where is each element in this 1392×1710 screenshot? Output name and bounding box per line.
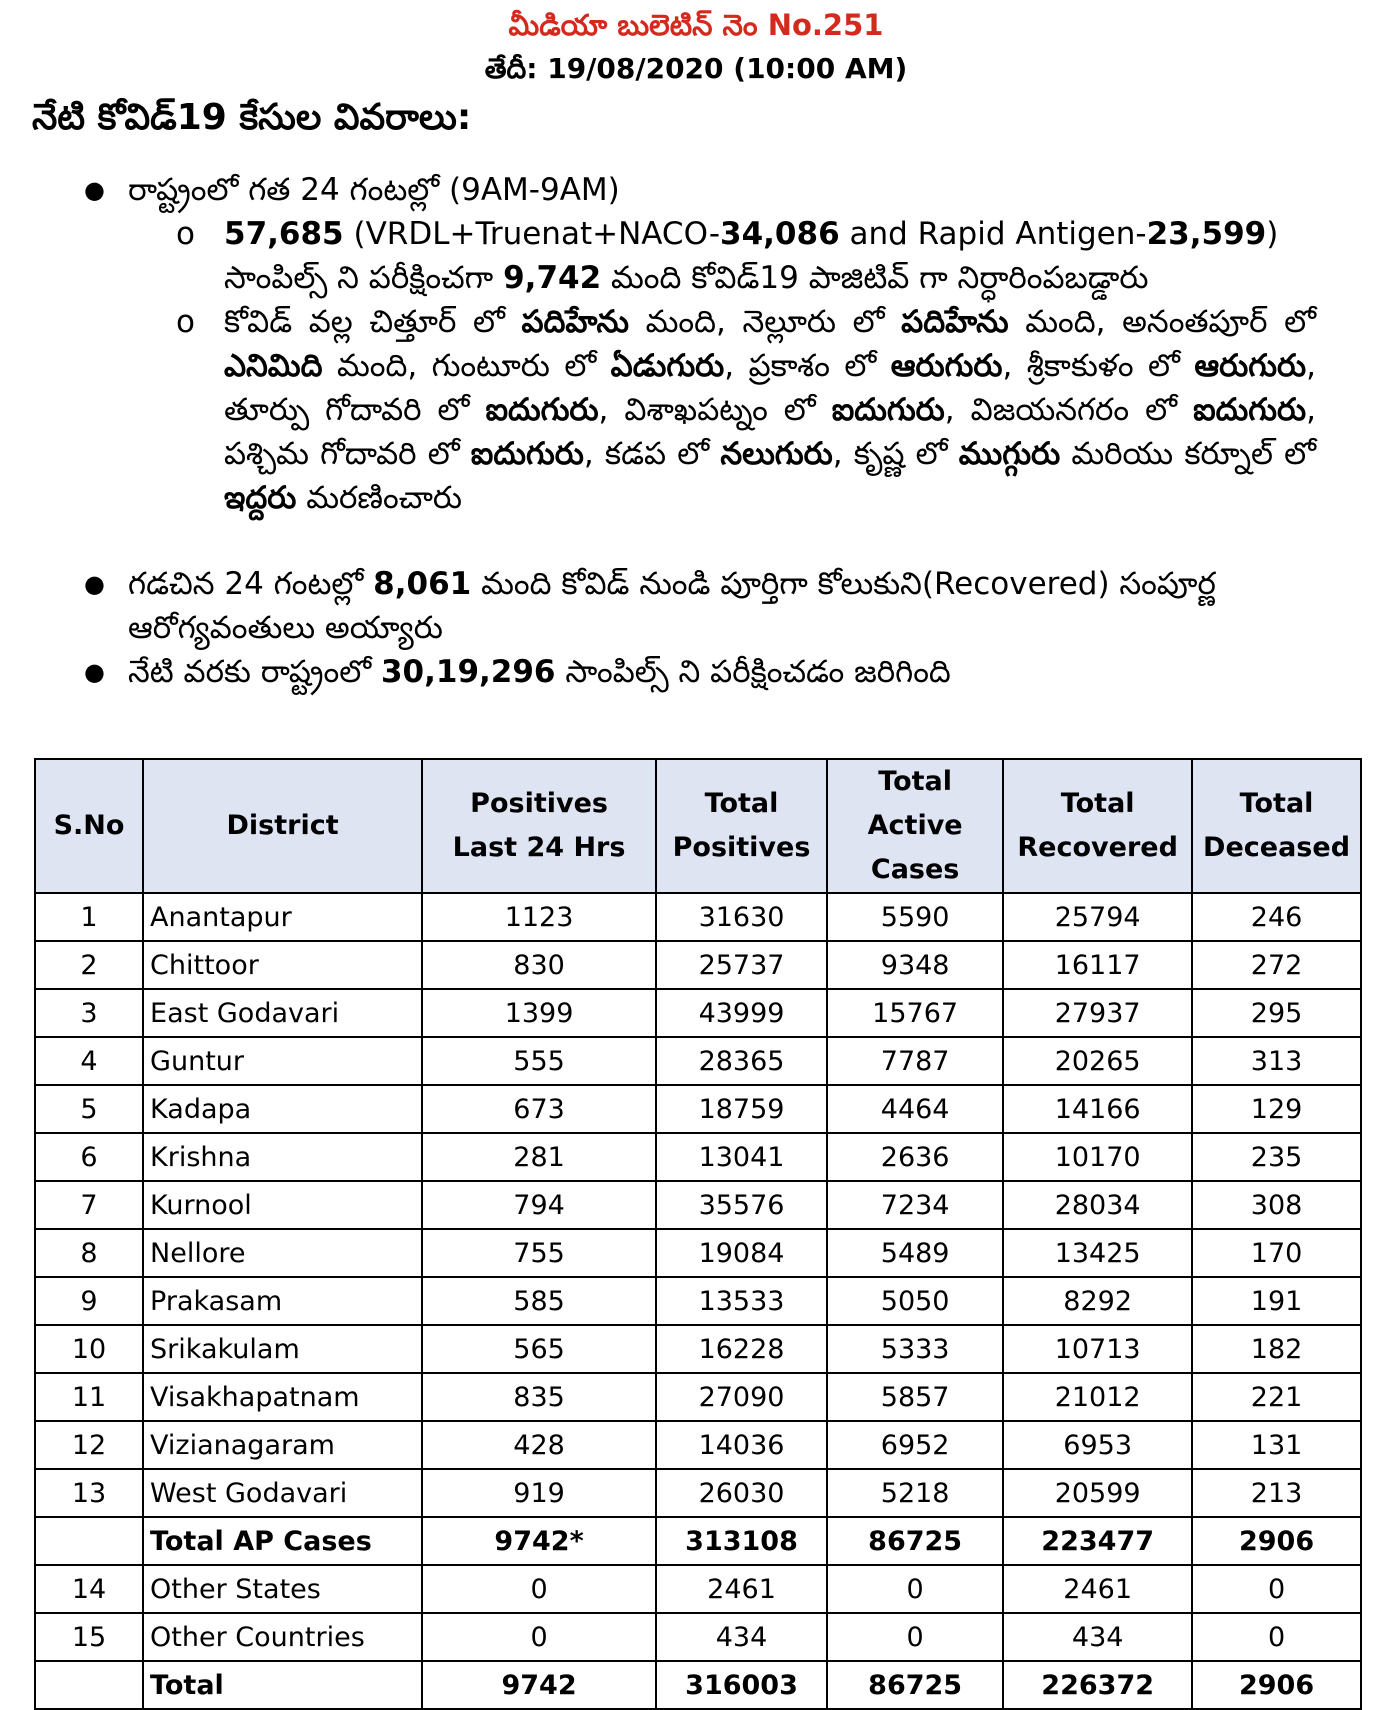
table-row <box>35 941 1361 989</box>
cell-district: Guntur <box>143 1037 422 1085</box>
death-count: ఐదుగురు <box>485 392 599 428</box>
cell-active-cases: 0 <box>827 1613 1003 1661</box>
table-row <box>35 1229 1361 1277</box>
cell-active-cases: 5489 <box>827 1229 1003 1277</box>
header-line: Total <box>704 788 779 819</box>
positive-count: 9,742 <box>503 260 602 296</box>
cell-positives-24h: 555 <box>422 1037 656 1085</box>
header-recovered <box>1003 759 1192 893</box>
total-samples-count: 57,685 <box>224 216 344 252</box>
cell-recovered: 21012 <box>1003 1373 1192 1421</box>
cell-sno: 1 <box>35 893 143 941</box>
table-row <box>35 1085 1361 1133</box>
text: సాంపిల్స్ ని పరీక్షించగా <box>224 260 504 296</box>
cell-active-cases: 5590 <box>827 893 1003 941</box>
cell-deceased: 2906 <box>1192 1517 1361 1565</box>
cell-deceased: 235 <box>1192 1133 1361 1181</box>
header-line: Deceased <box>1203 832 1351 863</box>
header-positives-24h <box>422 759 656 893</box>
death-count: ఇద్దరు <box>224 480 297 516</box>
cell-district: West Godavari <box>143 1469 422 1517</box>
text: , విశాఖపట్నం లో <box>598 392 832 428</box>
cell-active-cases: 0 <box>827 1565 1003 1613</box>
cell-recovered: 14166 <box>1003 1085 1192 1133</box>
cell-deceased: 170 <box>1192 1229 1361 1277</box>
text: , తూర్పు గోదావరి లో <box>224 348 1316 428</box>
cell-positives-24h: 755 <box>422 1229 656 1277</box>
bulletin-content <box>84 168 1316 694</box>
death-count: ఐదుగురు <box>470 436 584 472</box>
cell-active-cases: 9348 <box>827 941 1003 989</box>
cell-district: Total AP Cases <box>143 1517 422 1565</box>
cell-active-cases: 5050 <box>827 1277 1003 1325</box>
recovered-count: 8,061 <box>373 566 472 602</box>
cell-positives-24h: 1123 <box>422 893 656 941</box>
date-value: : 19/08/2020 (10:00 AM) <box>526 52 908 85</box>
cell-deceased: 272 <box>1192 941 1361 989</box>
death-count: ఎనిమిది <box>224 348 323 384</box>
cell-total-positives: 19084 <box>656 1229 827 1277</box>
cell-sno: 14 <box>35 1565 143 1613</box>
cell-positives-24h: 0 <box>422 1565 656 1613</box>
cell-district: Anantapur <box>143 893 422 941</box>
cell-positives-24h: 830 <box>422 941 656 989</box>
cell-district: Prakasam <box>143 1277 422 1325</box>
text: సాంపిల్స్ ని పరీక్షించడం జరిగింది <box>555 654 951 690</box>
cell-deceased: 308 <box>1192 1181 1361 1229</box>
cell-recovered: 8292 <box>1003 1277 1192 1325</box>
death-count: పదిహేను <box>521 304 629 340</box>
death-count: ఆరుగురు <box>1194 348 1307 384</box>
table-row <box>35 1661 1361 1709</box>
table-row <box>35 1469 1361 1517</box>
header-active-cases <box>827 759 1003 893</box>
cell-sno: 3 <box>35 989 143 1037</box>
bullet-samples <box>84 168 1316 212</box>
bulletin-date <box>0 52 1392 92</box>
cell-recovered: 223477 <box>1003 1517 1192 1565</box>
cumulative-samples-count: 30,19,296 <box>380 654 556 690</box>
cell-sno: 5 <box>35 1085 143 1133</box>
cell-deceased: 131 <box>1192 1421 1361 1469</box>
cell-total-positives: 434 <box>656 1613 827 1661</box>
cell-recovered: 28034 <box>1003 1181 1192 1229</box>
cell-positives-24h: 794 <box>422 1181 656 1229</box>
cell-total-positives: 31630 <box>656 893 827 941</box>
cell-district: Kurnool <box>143 1181 422 1229</box>
sub-bullet-tests <box>84 212 1316 300</box>
table-row <box>35 1037 1361 1085</box>
cell-district: Srikakulam <box>143 1325 422 1373</box>
cell-sno <box>35 1517 143 1565</box>
cell-active-cases: 5218 <box>827 1469 1003 1517</box>
table-row <box>35 1613 1361 1661</box>
cell-sno: 4 <box>35 1037 143 1085</box>
text: మరియు కర్నూల్ లో <box>1060 436 1317 472</box>
cell-total-positives: 316003 <box>656 1661 827 1709</box>
header-sno: S.No <box>35 759 143 893</box>
table-row <box>35 1373 1361 1421</box>
bullet-samples-text: రాష్ట్రంలో గత 24 గంటల్లో (9AM-9AM) <box>128 172 620 208</box>
cell-deceased: 2906 <box>1192 1661 1361 1709</box>
cell-deceased: 313 <box>1192 1037 1361 1085</box>
cell-sno: 15 <box>35 1613 143 1661</box>
cell-district: Other States <box>143 1565 422 1613</box>
death-count: ఏడుగురు <box>610 348 725 384</box>
death-count: పదిహేను <box>901 304 1009 340</box>
cell-deceased: 221 <box>1192 1373 1361 1421</box>
cell-recovered: 20599 <box>1003 1469 1192 1517</box>
cell-recovered: 16117 <box>1003 941 1192 989</box>
cell-positives-24h: 673 <box>422 1085 656 1133</box>
cell-positives-24h: 919 <box>422 1469 656 1517</box>
death-count: ఐదుగురు <box>831 392 945 428</box>
cell-district: East Godavari <box>143 989 422 1037</box>
cell-positives-24h: 565 <box>422 1325 656 1373</box>
cell-active-cases: 7234 <box>827 1181 1003 1229</box>
cell-total-positives: 13533 <box>656 1277 827 1325</box>
text: (VRDL+Truenat+NACO- <box>343 216 721 252</box>
table-body <box>35 893 1361 1709</box>
header-district: District <box>143 759 422 893</box>
cell-sno: 10 <box>35 1325 143 1373</box>
section-heading: నేటి కోవిడ్19 కేసుల వివరాలు: <box>32 97 472 138</box>
death-count: ఆరుగురు <box>890 348 1003 384</box>
cell-sno <box>35 1661 143 1709</box>
header-total-positives <box>656 759 827 893</box>
cell-total-positives: 26030 <box>656 1469 827 1517</box>
cell-recovered: 25794 <box>1003 893 1192 941</box>
header-line: Active Cases <box>867 810 963 885</box>
text: ) <box>1266 216 1279 252</box>
cell-active-cases: 4464 <box>827 1085 1003 1133</box>
cell-deceased: 129 <box>1192 1085 1361 1133</box>
death-count: ఐదుగురు <box>1193 392 1307 428</box>
cell-sno: 11 <box>35 1373 143 1421</box>
cell-total-positives: 43999 <box>656 989 827 1037</box>
header-line: Last 24 Hrs <box>452 832 626 863</box>
text: , ప్రకాశం లో <box>724 348 891 384</box>
cell-total-positives: 14036 <box>656 1421 827 1469</box>
cell-sno: 6 <box>35 1133 143 1181</box>
cell-deceased: 246 <box>1192 893 1361 941</box>
text: గడచిన 24 గంటల్లో <box>128 566 374 602</box>
cell-total-positives: 18759 <box>656 1085 827 1133</box>
cell-positives-24h: 428 <box>422 1421 656 1469</box>
cell-recovered: 20265 <box>1003 1037 1192 1085</box>
table-row <box>35 1565 1361 1613</box>
table-row <box>35 1517 1361 1565</box>
cell-district: Krishna <box>143 1133 422 1181</box>
header-line: Total <box>1060 788 1135 819</box>
cell-active-cases: 2636 <box>827 1133 1003 1181</box>
header-line: Total <box>1239 788 1314 819</box>
cell-recovered: 434 <box>1003 1613 1192 1661</box>
text: , పశ్చిమ గోదావరి లో <box>224 392 1316 472</box>
cell-total-positives: 28365 <box>656 1037 827 1085</box>
text: మంది, గుంటూరు లో <box>322 348 611 384</box>
cell-active-cases: 6952 <box>827 1421 1003 1469</box>
table-header-row <box>35 759 1361 893</box>
cell-recovered: 10170 <box>1003 1133 1192 1181</box>
cell-total-positives: 35576 <box>656 1181 827 1229</box>
date-label: తేదీ <box>484 52 527 85</box>
cell-recovered: 226372 <box>1003 1661 1192 1709</box>
bulletin-title: మీడియా బులెటిన్ నెం No.251 <box>508 8 884 42</box>
cell-deceased: 295 <box>1192 989 1361 1037</box>
cell-active-cases: 15767 <box>827 989 1003 1037</box>
cell-positives-24h: 1399 <box>422 989 656 1037</box>
header-deceased <box>1192 759 1361 893</box>
cell-total-positives: 2461 <box>656 1565 827 1613</box>
cell-district: Nellore <box>143 1229 422 1277</box>
cell-deceased: 0 <box>1192 1613 1361 1661</box>
cell-total-positives: 27090 <box>656 1373 827 1421</box>
cell-positives-24h: 281 <box>422 1133 656 1181</box>
header-line: Recovered <box>1017 832 1178 863</box>
cell-sno: 2 <box>35 941 143 989</box>
cell-deceased: 0 <box>1192 1565 1361 1613</box>
cell-total-positives: 16228 <box>656 1325 827 1373</box>
cell-positives-24h: 9742* <box>422 1517 656 1565</box>
sub-bullet-deaths <box>84 300 1316 520</box>
bullet-recovered <box>84 562 1316 650</box>
text: నేటి వరకు రాష్ట్రంలో <box>128 654 381 690</box>
cell-district: Other Countries <box>143 1613 422 1661</box>
cell-positives-24h: 0 <box>422 1613 656 1661</box>
table-row <box>35 1277 1361 1325</box>
header-line: Total <box>878 766 953 797</box>
cell-positives-24h: 9742 <box>422 1661 656 1709</box>
cell-recovered: 27937 <box>1003 989 1192 1037</box>
cell-active-cases: 7787 <box>827 1037 1003 1085</box>
cell-sno: 13 <box>35 1469 143 1517</box>
vrdl-count: 34,086 <box>720 216 840 252</box>
cell-sno: 7 <box>35 1181 143 1229</box>
cell-deceased: 191 <box>1192 1277 1361 1325</box>
rapid-antigen-count: 23,599 <box>1146 216 1267 252</box>
cell-active-cases: 5857 <box>827 1373 1003 1421</box>
header-line: Positives <box>470 788 608 819</box>
cell-district: Visakhapatnam <box>143 1373 422 1421</box>
bullet-total-samples <box>84 650 1316 694</box>
text: , శ్రీకాకుళం లో <box>1002 348 1195 384</box>
cell-total-positives: 313108 <box>656 1517 827 1565</box>
cell-deceased: 182 <box>1192 1325 1361 1373</box>
death-count: ముగ్గురు <box>958 436 1061 472</box>
text: కోవిడ్ వల్ల చిత్తూర్ లో <box>224 304 522 340</box>
table-row <box>35 1421 1361 1469</box>
cell-recovered: 2461 <box>1003 1565 1192 1613</box>
cell-positives-24h: 835 <box>422 1373 656 1421</box>
cell-active-cases: 86725 <box>827 1517 1003 1565</box>
cell-district: Vizianagaram <box>143 1421 422 1469</box>
text: మంది కోవిడ్19 పాజిటివ్ గా నిర్ధారింపబడ్డారు <box>601 260 1149 296</box>
cell-sno: 12 <box>35 1421 143 1469</box>
text: మరణించారు <box>296 480 463 516</box>
cell-recovered: 13425 <box>1003 1229 1192 1277</box>
text: , కృష్ణ లో <box>832 436 959 472</box>
death-count: నలుగురు <box>720 436 833 472</box>
table-row <box>35 893 1361 941</box>
table-row <box>35 1133 1361 1181</box>
table-row <box>35 1181 1361 1229</box>
cell-recovered: 6953 <box>1003 1421 1192 1469</box>
text: మంది, అనంతపూర్ లో <box>1008 304 1316 340</box>
cell-active-cases: 86725 <box>827 1661 1003 1709</box>
cell-district: Chittoor <box>143 941 422 989</box>
header-line: Positives <box>672 832 811 863</box>
cell-positives-24h: 585 <box>422 1277 656 1325</box>
cell-sno: 8 <box>35 1229 143 1277</box>
cell-recovered: 10713 <box>1003 1325 1192 1373</box>
table-row <box>35 989 1361 1037</box>
cell-total-positives: 25737 <box>656 941 827 989</box>
cell-active-cases: 5333 <box>827 1325 1003 1373</box>
text: , కడప లో <box>583 436 721 472</box>
district-cases-table <box>34 758 1362 1710</box>
text: మంది, నెల్లూరు లో <box>628 304 902 340</box>
cell-total-positives: 13041 <box>656 1133 827 1181</box>
table-row <box>35 1325 1361 1373</box>
cell-district: Kadapa <box>143 1085 422 1133</box>
text: and Rapid Antigen- <box>839 216 1147 252</box>
cell-deceased: 213 <box>1192 1469 1361 1517</box>
text: , విజయనగరం లో <box>944 392 1194 428</box>
cell-sno: 9 <box>35 1277 143 1325</box>
text: మంది కోవిడ్ నుండి పూర్తిగా కోలుకుని(Recovered) సంపూర్ణ ఆరోగ్యవంతులు అయ్యారు <box>128 566 1216 646</box>
cell-district: Total <box>143 1661 422 1709</box>
